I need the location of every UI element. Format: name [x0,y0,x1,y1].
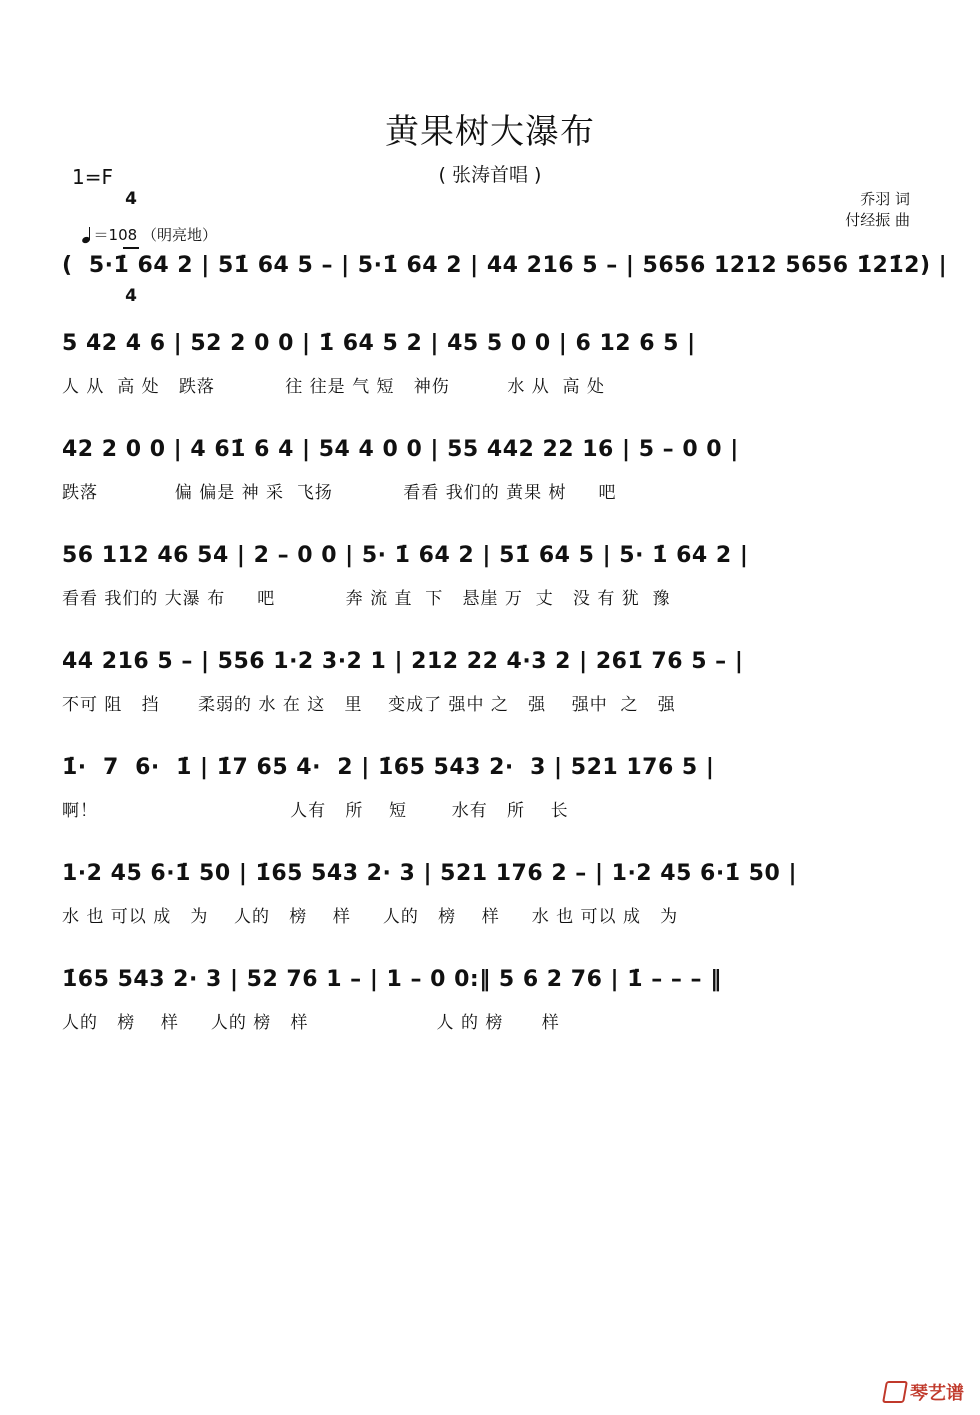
time-signature-top: 4 [125,189,137,209]
song-title: 黄果树大瀑布 [385,112,595,152]
lyric-line-4: 看看 我们的 大瀑 布 吧 奔 流 直 下 悬崖 万 丈 没 有 犹 豫 [62,589,671,609]
tempo-marking [72,206,217,245]
lyric-line-7: 水 也 可以 成 为 人的 榜 样 人的 榜 样 水 也 可以 成 为 [62,907,679,927]
lyric-line-2: 人 从 高 处 跌落 往 往是 气 短 神伤 水 从 高 处 [62,377,605,397]
composer-credit: 付经振 曲 [845,211,910,229]
tempo-text: ＝108 （明亮地） [93,226,217,244]
lyric-line-6: 啊！ 人有 所 短 水有 所 长 [62,801,569,821]
notation-line-1: ( 5·1̇ 64 2 | 51̇ 64 5 – | 5·1̇ 64 2 | 44 216 5 – | 5656 1212 5656 1̇21̇2) | [62,253,948,278]
time-signature-divider [123,247,139,249]
notation-line-7: 1·2 45 6·1̇ 50 | 1̇65 543 2· 3 | 521 176 2 – | 1·2 45 6·1̇ 50 | [62,861,797,886]
logo-icon [882,1381,908,1403]
notation-line-6: 1̇· 7 6· 1̇ | 1̇7 65 4· 2 | 1̇65 543 2· 3 | 521 176 5 | [62,755,715,780]
time-signature-bottom: 4 [125,286,137,306]
lyric-line-8: 人的 榜 样 人的 榜 样 人 的 榜 样 [62,1013,560,1033]
quarter-note-icon [82,227,92,243]
key-signature: 1=F [72,165,113,189]
watermark-logo [871,1358,964,1405]
song-subtitle: ( 张涛首唱 ) [438,164,542,186]
notation-line-8: 1̇65 543 2· 3 | 52 76 1 – | 1 – 0 0:‖ 5 6 2 76 | 1̇ – – – ‖ [62,967,722,992]
notation-line-4: 56 112 46 54 | 2 – 0 0 | 5· 1̇ 64 2 | 51̇ 64 5 | 5· 1̇ 64 2 | [62,543,749,568]
lyric-line-3: 跌落 偏 偏是 神 采 飞扬 看看 我们的 黄果 树 吧 [62,483,617,503]
lyricist-credit: 乔羽 词 [860,190,910,208]
notation-line-2: 5 42 4 6 | 52 2 0 0 | 1̇ 64 5 2 | 45 5 0 0 | 6 12 6 5 | [62,331,696,356]
notation-line-3: 42 2 0 0 | 4 61̇ 6 4 | 54 4 0 0 | 55 442 22 16 | 5 – 0 0 | [62,437,739,462]
watermark-text: 琴艺谱 [910,1383,964,1404]
notation-line-5: 44 216 5 – | 556 1·2 3·2 1 | 212 22 4·3 2 | 261̇ 76 5 – | [62,649,744,674]
lyric-line-5: 不可 阻 挡 柔弱的 水 在 这 里 变成了 强中 之 强 强中 之 强 [62,695,676,715]
